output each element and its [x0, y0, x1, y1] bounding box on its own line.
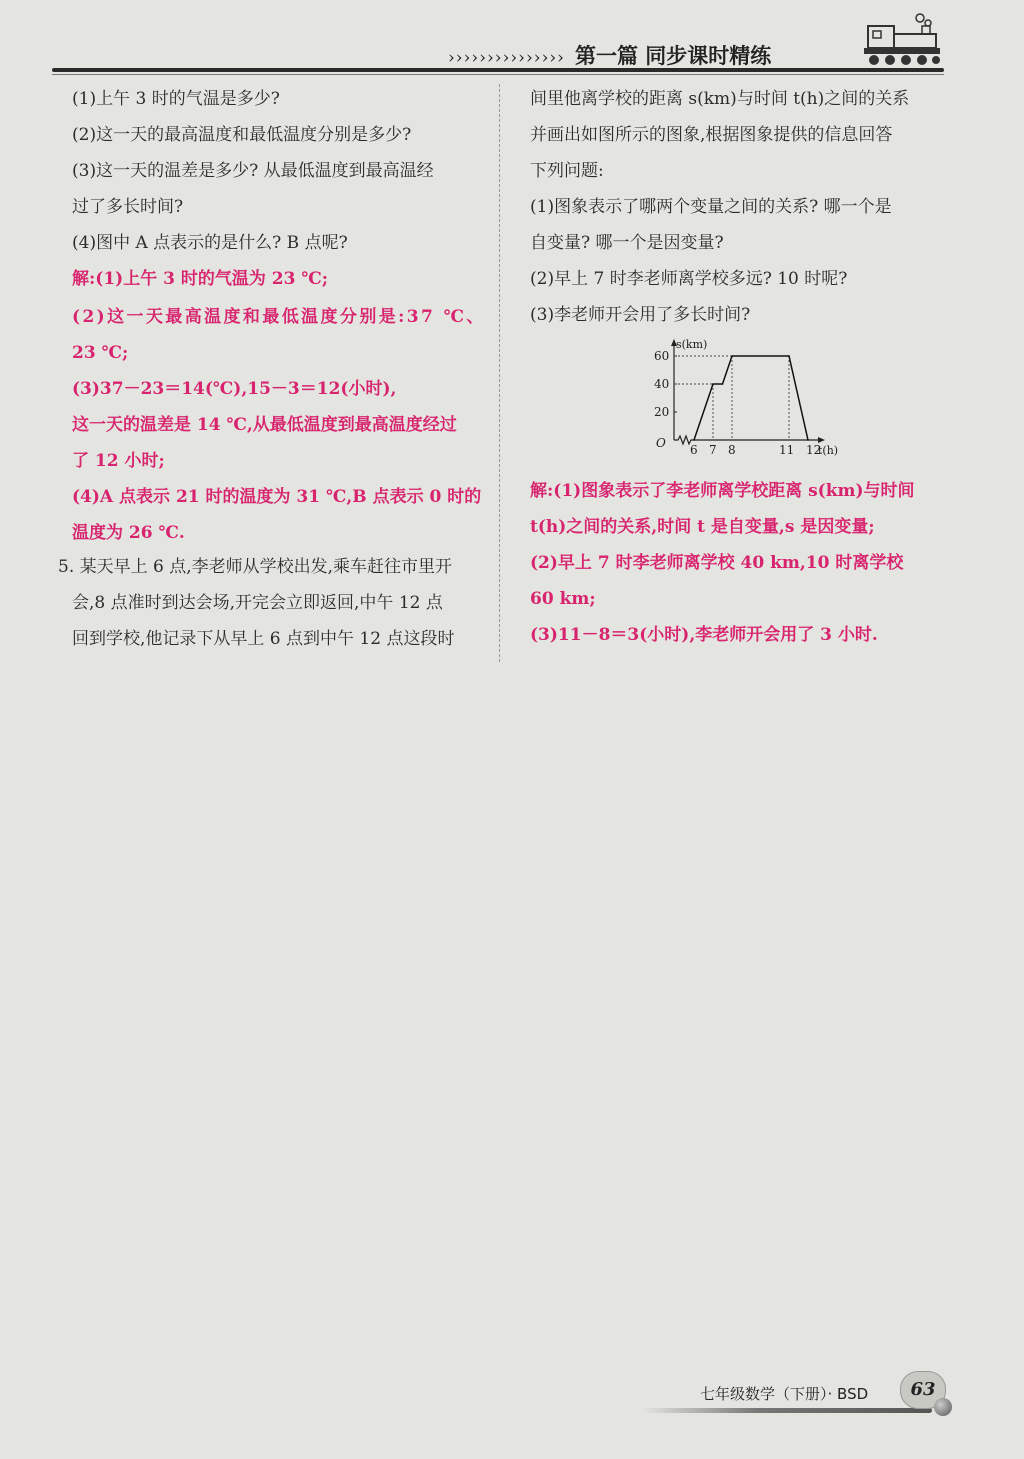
problem-5-text: 下列问题:: [530, 161, 604, 181]
column-divider: [499, 84, 501, 662]
problem-5-question: (3)李老师开会用了多长时间?: [530, 305, 751, 325]
answer-line: (2)早上 7 时李老师离学校 40 km,10 时离学校: [530, 553, 904, 573]
question-2: (2)这一天的最高温度和最低温度分别是多少?: [72, 125, 412, 145]
answer-line: (3)11－8＝3(小时),李老师开会用了 3 小时.: [530, 625, 878, 645]
problem-5-question: (1)图象表示了哪两个变量之间的关系? 哪一个是: [530, 197, 892, 217]
answer-line: (2)这一天最高温度和最低温度分别是:37 ℃、: [72, 307, 486, 327]
y-tick-label: 20: [654, 405, 670, 419]
data-point: [712, 383, 714, 385]
origin-label: O: [656, 436, 666, 450]
problem-5-text: 会,8 点准时到达会场,开完会立即返回,中午 12 点: [72, 593, 443, 613]
page-number: 63: [900, 1371, 946, 1409]
problem-5-text: 并画出如图所示的图象,根据图象提供的信息回答: [530, 125, 893, 145]
distance-series-line: [694, 356, 808, 440]
header-rule: [52, 68, 944, 72]
question-3: (3)这一天的温差是多少? 从最低温度到最高温经: [72, 161, 434, 181]
data-point: [693, 439, 695, 441]
data-point: [722, 383, 724, 385]
distance-time-chart: [648, 336, 838, 464]
answer-line: (4)A 点表示 21 时的温度为 31 ℃,B 点表示 0 时的: [72, 487, 482, 507]
data-point: [731, 355, 733, 357]
x-tick-label: 8: [728, 443, 736, 457]
header-arrows: ›››››››››››››››: [448, 48, 565, 68]
problem-5-question: 自变量? 哪一个是因变量?: [530, 233, 724, 253]
x-tick-label: 11: [779, 443, 795, 457]
section-title: 第一篇 同步课时精练: [574, 43, 772, 68]
footer-rule: [642, 1408, 932, 1413]
answer-line: t(h)之间的关系,时间 t 是自变量,s 是因变量;: [530, 517, 875, 537]
problem-5-text: 间里他离学校的距离 s(km)与时间 t(h)之间的关系: [530, 89, 910, 109]
x-tick-label: 6: [690, 443, 698, 457]
question-3-cont: 过了多长时间?: [72, 197, 184, 217]
x-tick-label: 7: [709, 443, 717, 457]
data-point: [788, 355, 790, 357]
y-axis-label: s(km): [676, 338, 708, 351]
header-rule-thin: [52, 74, 944, 75]
data-point: [807, 439, 809, 441]
decorative-dot: [934, 1398, 952, 1416]
train-icon: [862, 12, 944, 72]
answer-line: 解:(1)图象表示了李老师离学校距离 s(km)与时间: [530, 481, 915, 501]
answer-line: 了 12 小时;: [72, 451, 165, 471]
problem-5-text: 5. 某天早上 6 点,李老师从学校出发,乘车赶往市里开: [58, 557, 453, 577]
problem-5-question: (2)早上 7 时李老师离学校多远? 10 时呢?: [530, 269, 848, 289]
problem-5-text: 回到学校,他记录下从早上 6 点到中午 12 点这段时: [72, 629, 455, 649]
answer-line: 60 km;: [530, 589, 596, 609]
page-header: [448, 40, 771, 70]
answer-line: 温度为 26 ℃.: [72, 523, 185, 543]
x-axis-label: t(h): [818, 444, 838, 457]
y-tick-label: 60: [654, 349, 670, 363]
book-label: 七年级数学（下册）· BSD: [700, 1385, 869, 1403]
y-tick-label: 40: [654, 377, 670, 391]
x-tick-label: 12: [806, 443, 822, 457]
question-1: (1)上午 3 时的气温是多少?: [72, 89, 280, 109]
answer-line: 23 ℃;: [72, 343, 129, 363]
answer-line: 解:(1)上午 3 时的气温为 23 ℃;: [72, 269, 328, 289]
answer-line: 这一天的温差是 14 ℃,从最低温度到最高温度经过: [72, 415, 457, 435]
question-4: (4)图中 A 点表示的是什么? B 点呢?: [72, 233, 348, 253]
answer-line: (3)37－23＝14(℃),15－3＝12(小时),: [72, 379, 397, 399]
